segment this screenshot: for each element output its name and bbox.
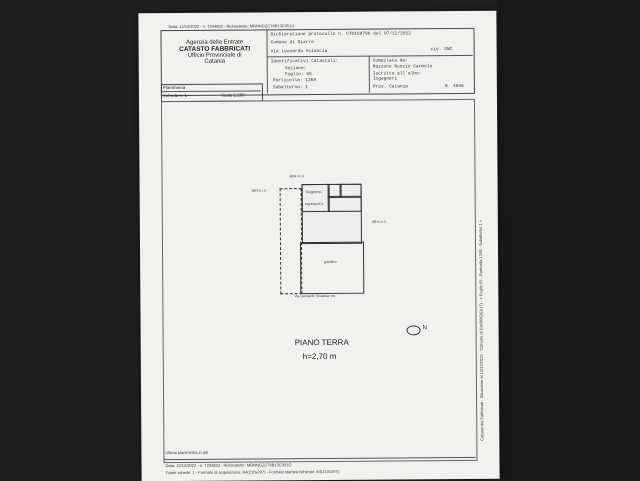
garden-label: giardino [324, 259, 337, 264]
background-right [498, 0, 640, 480]
room-ingresso [302, 184, 330, 212]
particella: Particella: 1268 [272, 78, 317, 84]
planimetria-title: Planimetria [162, 84, 186, 91]
footer-line3: Totale schede: 1 - Formato di acquisizione: A4(210x297) - Formato stampa richiesto: A4(210x297) [165, 468, 340, 476]
altra-uiu-left: altra u.i.u. [251, 188, 267, 193]
north-label: N [422, 325, 427, 332]
altra-uiu-top: altra u.i.u. [289, 174, 305, 179]
comune: Comune di Giarre [270, 40, 314, 46]
provincia: Prov. Catania [372, 84, 409, 90]
sezione: Sezione: [284, 66, 307, 72]
foglio: Foglio: 65 [284, 72, 312, 78]
identificativi-title: Identificativi Catastali: [270, 58, 339, 65]
declaration-title: Dichiarazione protocollo n. CT0168796 del 07/12/2022 [270, 31, 411, 38]
room1-label: Ingresso/Co [304, 201, 324, 207]
scala: Scala 1:200 [220, 92, 245, 98]
height-label: h=2,70 m [302, 351, 337, 362]
floor-label: PIANO TERRA [294, 337, 349, 348]
iscritto-label: Iscritto all'albo: [372, 71, 422, 77]
garden-outline [300, 242, 364, 294]
civico: civ. SNC [430, 47, 453, 53]
stair-area [280, 188, 303, 294]
compilata-title: Compilata da: [372, 58, 408, 64]
agency-line1: Agenzia delle Entrate [186, 39, 244, 46]
street-label: Via Leonardo Sciascia snc [294, 293, 336, 299]
albo: Ingegneri [372, 76, 398, 82]
footer-line1: Ultima planimetria in atti [165, 449, 209, 456]
room-small-3 [328, 196, 362, 212]
side-text: Catasto dei Fabbricati - Situazione al 12/12/2022 - Comune di GIARRE(E017) - < Foglio 65 - Particella 1268 - Subalterno 1 > [477, 219, 485, 441]
room2-label: Soggiorno [305, 189, 322, 195]
header-top-line: Data: 12/12/2022 - n. T294833 - Richiedente: MRNNGZC76B13C351O [168, 23, 295, 30]
footer-line2: Data: 12/12/2022 - n. T294833 - Richiedente: MRNNGZC76B13C351O [165, 462, 292, 469]
altra-uiu-right: altra u.i.u. [371, 219, 388, 224]
numero-albo: N. 4046 [444, 83, 464, 90]
compilata-name: Mazzone Nunzio Carmelo [372, 64, 433, 70]
cadastral-document [138, 11, 499, 481]
agency-line4: Catania [204, 58, 226, 65]
via: Via Leonardo Sciascia [270, 48, 328, 55]
agency-block [167, 39, 263, 65]
agency-line3: Ufficio Provinciale di [187, 52, 242, 59]
agency-line2: CATASTO FABBRICATI [179, 45, 251, 53]
north-arrow-icon [407, 325, 421, 335]
subalterno: Subalterno: 1 [272, 85, 309, 91]
scheda: Scheda n. 1 [162, 92, 187, 99]
